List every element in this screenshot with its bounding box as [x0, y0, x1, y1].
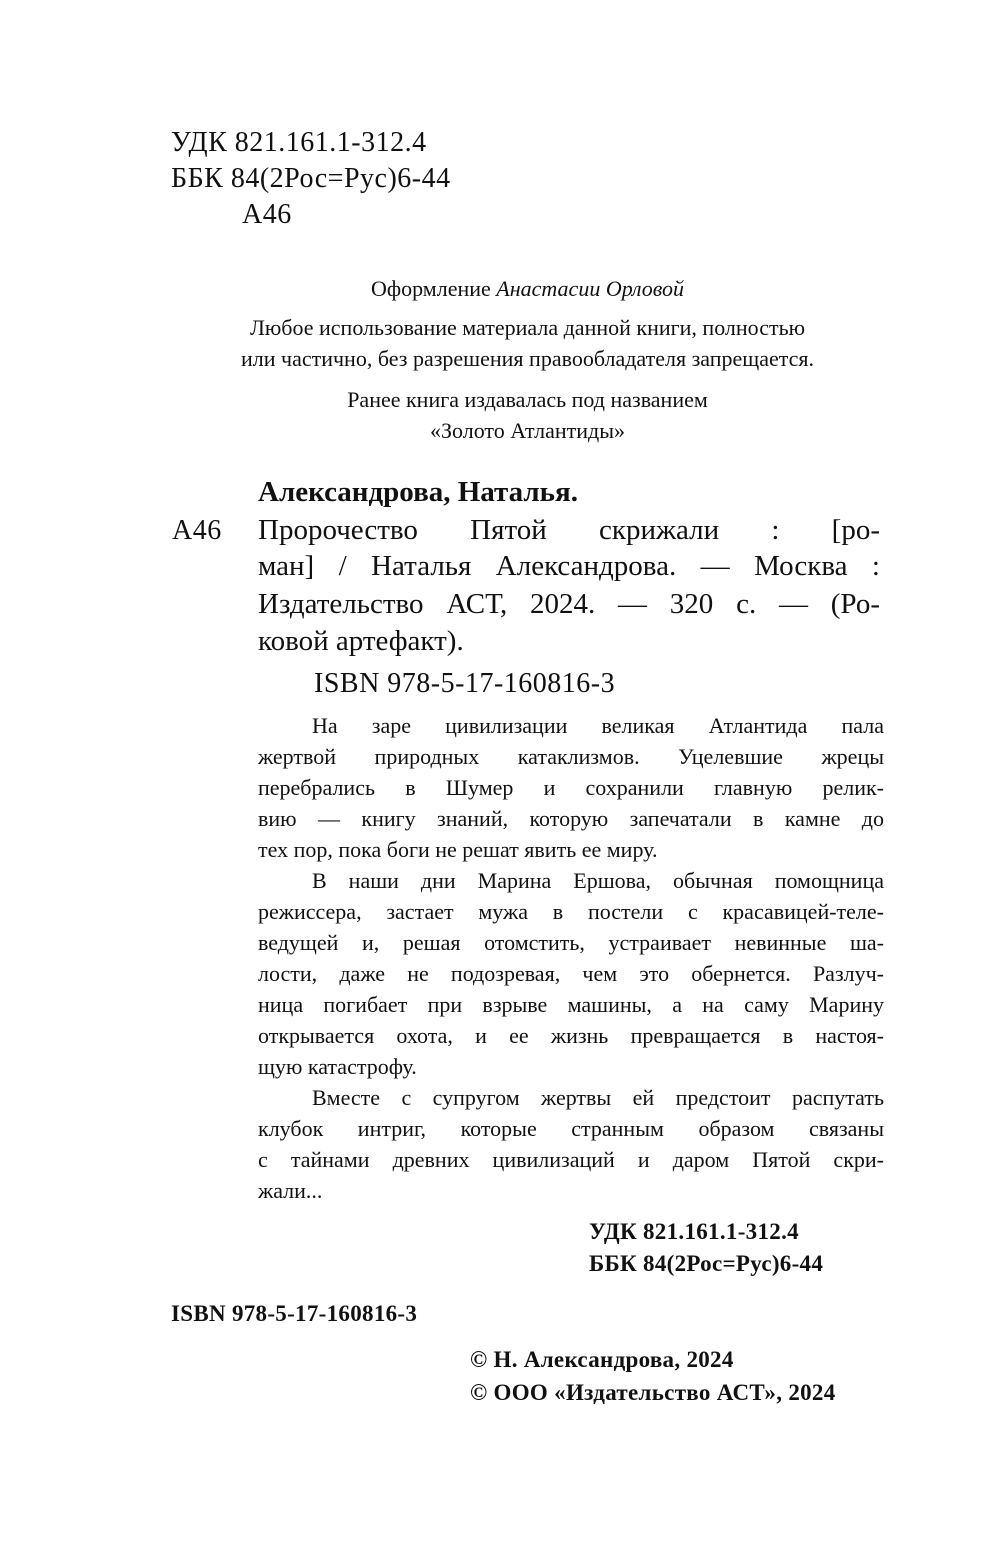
annotation-p3-line-2: клубок интриг, которые странным образом связаны — [258, 1116, 884, 1141]
annotation-p2-line-1: В наши дни Марина Ершова, обычная помощница — [312, 868, 884, 893]
author-heading: Александрова, Наталья. — [258, 476, 578, 508]
udk-code: УДК 821.161.1-312.4 — [171, 127, 427, 158]
annotation-p2-line-7: щую катастрофу. — [258, 1054, 417, 1079]
bottom-isbn: ISBN 978-5-17-160816-3 — [171, 1301, 418, 1326]
annotation-p2-line-6: открывается охота, и ее жизнь превращается в настоя- — [258, 1023, 884, 1048]
description-line-1: Пророчество Пятой скрижали : [ро- — [258, 514, 880, 546]
bbk-code: ББК 84(2Рос=Рус)6-44 — [171, 163, 451, 194]
annotation-p2-line-3: ведущей и, решая отомстить, устраивает невинные ша- — [258, 930, 884, 955]
copyright-author: © Н. Александрова, 2024 — [470, 1347, 734, 1372]
annotation-p2-line-5: ница погибает при взрыве машины, а на саму Марину — [258, 992, 884, 1017]
design-credit-prefix: Оформление — [370, 276, 491, 301]
rights-notice-line-2: или частично, без разрешения правообладателя запрещается. — [240, 346, 815, 371]
previous-title-line-2: «Золото Атлантиды» — [430, 418, 625, 443]
annotation-p3-line-4: жали... — [258, 1178, 323, 1203]
annotation-p2-line-2: режиссера, застает мужа в постели с красавицей-теле- — [258, 899, 884, 924]
bottom-bbk-code: ББК 84(2Рос=Рус)6-44 — [589, 1251, 824, 1276]
annotation-p1-line-1: На заре цивилизации великая Атлантида пала — [312, 713, 884, 738]
designer-name: Анастасии Орловой — [496, 276, 684, 301]
description-line-2: ман] / Наталья Александрова. — Москва : — [258, 550, 880, 582]
catalog-author-mark: А46 — [172, 515, 222, 546]
bottom-udk-code: УДК 821.161.1-312.4 — [589, 1219, 799, 1244]
rights-notice-line-1: Любое использование материала данной книги, полностью — [249, 315, 806, 340]
design-credit — [0, 276, 1000, 302]
author-mark: А46 — [242, 199, 292, 230]
annotation-p1-line-5: тех пор, пока боги не решат явить ее миру. — [258, 837, 658, 862]
annotation-p1-line-4: вию — книгу знаний, которую запечатали в камне до — [258, 806, 884, 831]
catalog-isbn: ISBN 978-5-17-160816-3 — [314, 668, 616, 699]
description-line-3: Издательство АСТ, 2024. — 320 с. — (Ро- — [258, 588, 880, 620]
copyright-publisher: © ООО «Издательство АСТ», 2024 — [470, 1380, 836, 1405]
annotation-p2-line-4: лости, даже не подозревая, чем это обернется. Разлуч- — [258, 961, 884, 986]
description-line-4: ковой артефакт). — [258, 625, 464, 657]
previous-title-line-1: Ранее книга издавалась под названием — [347, 387, 708, 412]
annotation-p3-line-1: Вместе с супругом жертвы ей предстоит распутать — [312, 1085, 884, 1110]
annotation-p1-line-3: перебрались в Шумер и сохранили главную релик- — [258, 775, 884, 800]
annotation-p1-line-2: жертвой природных катаклизмов. Уцелевшие жрецы — [258, 744, 884, 769]
annotation-p3-line-3: с тайнами древних цивилизаций и даром Пятой скри- — [258, 1147, 884, 1172]
